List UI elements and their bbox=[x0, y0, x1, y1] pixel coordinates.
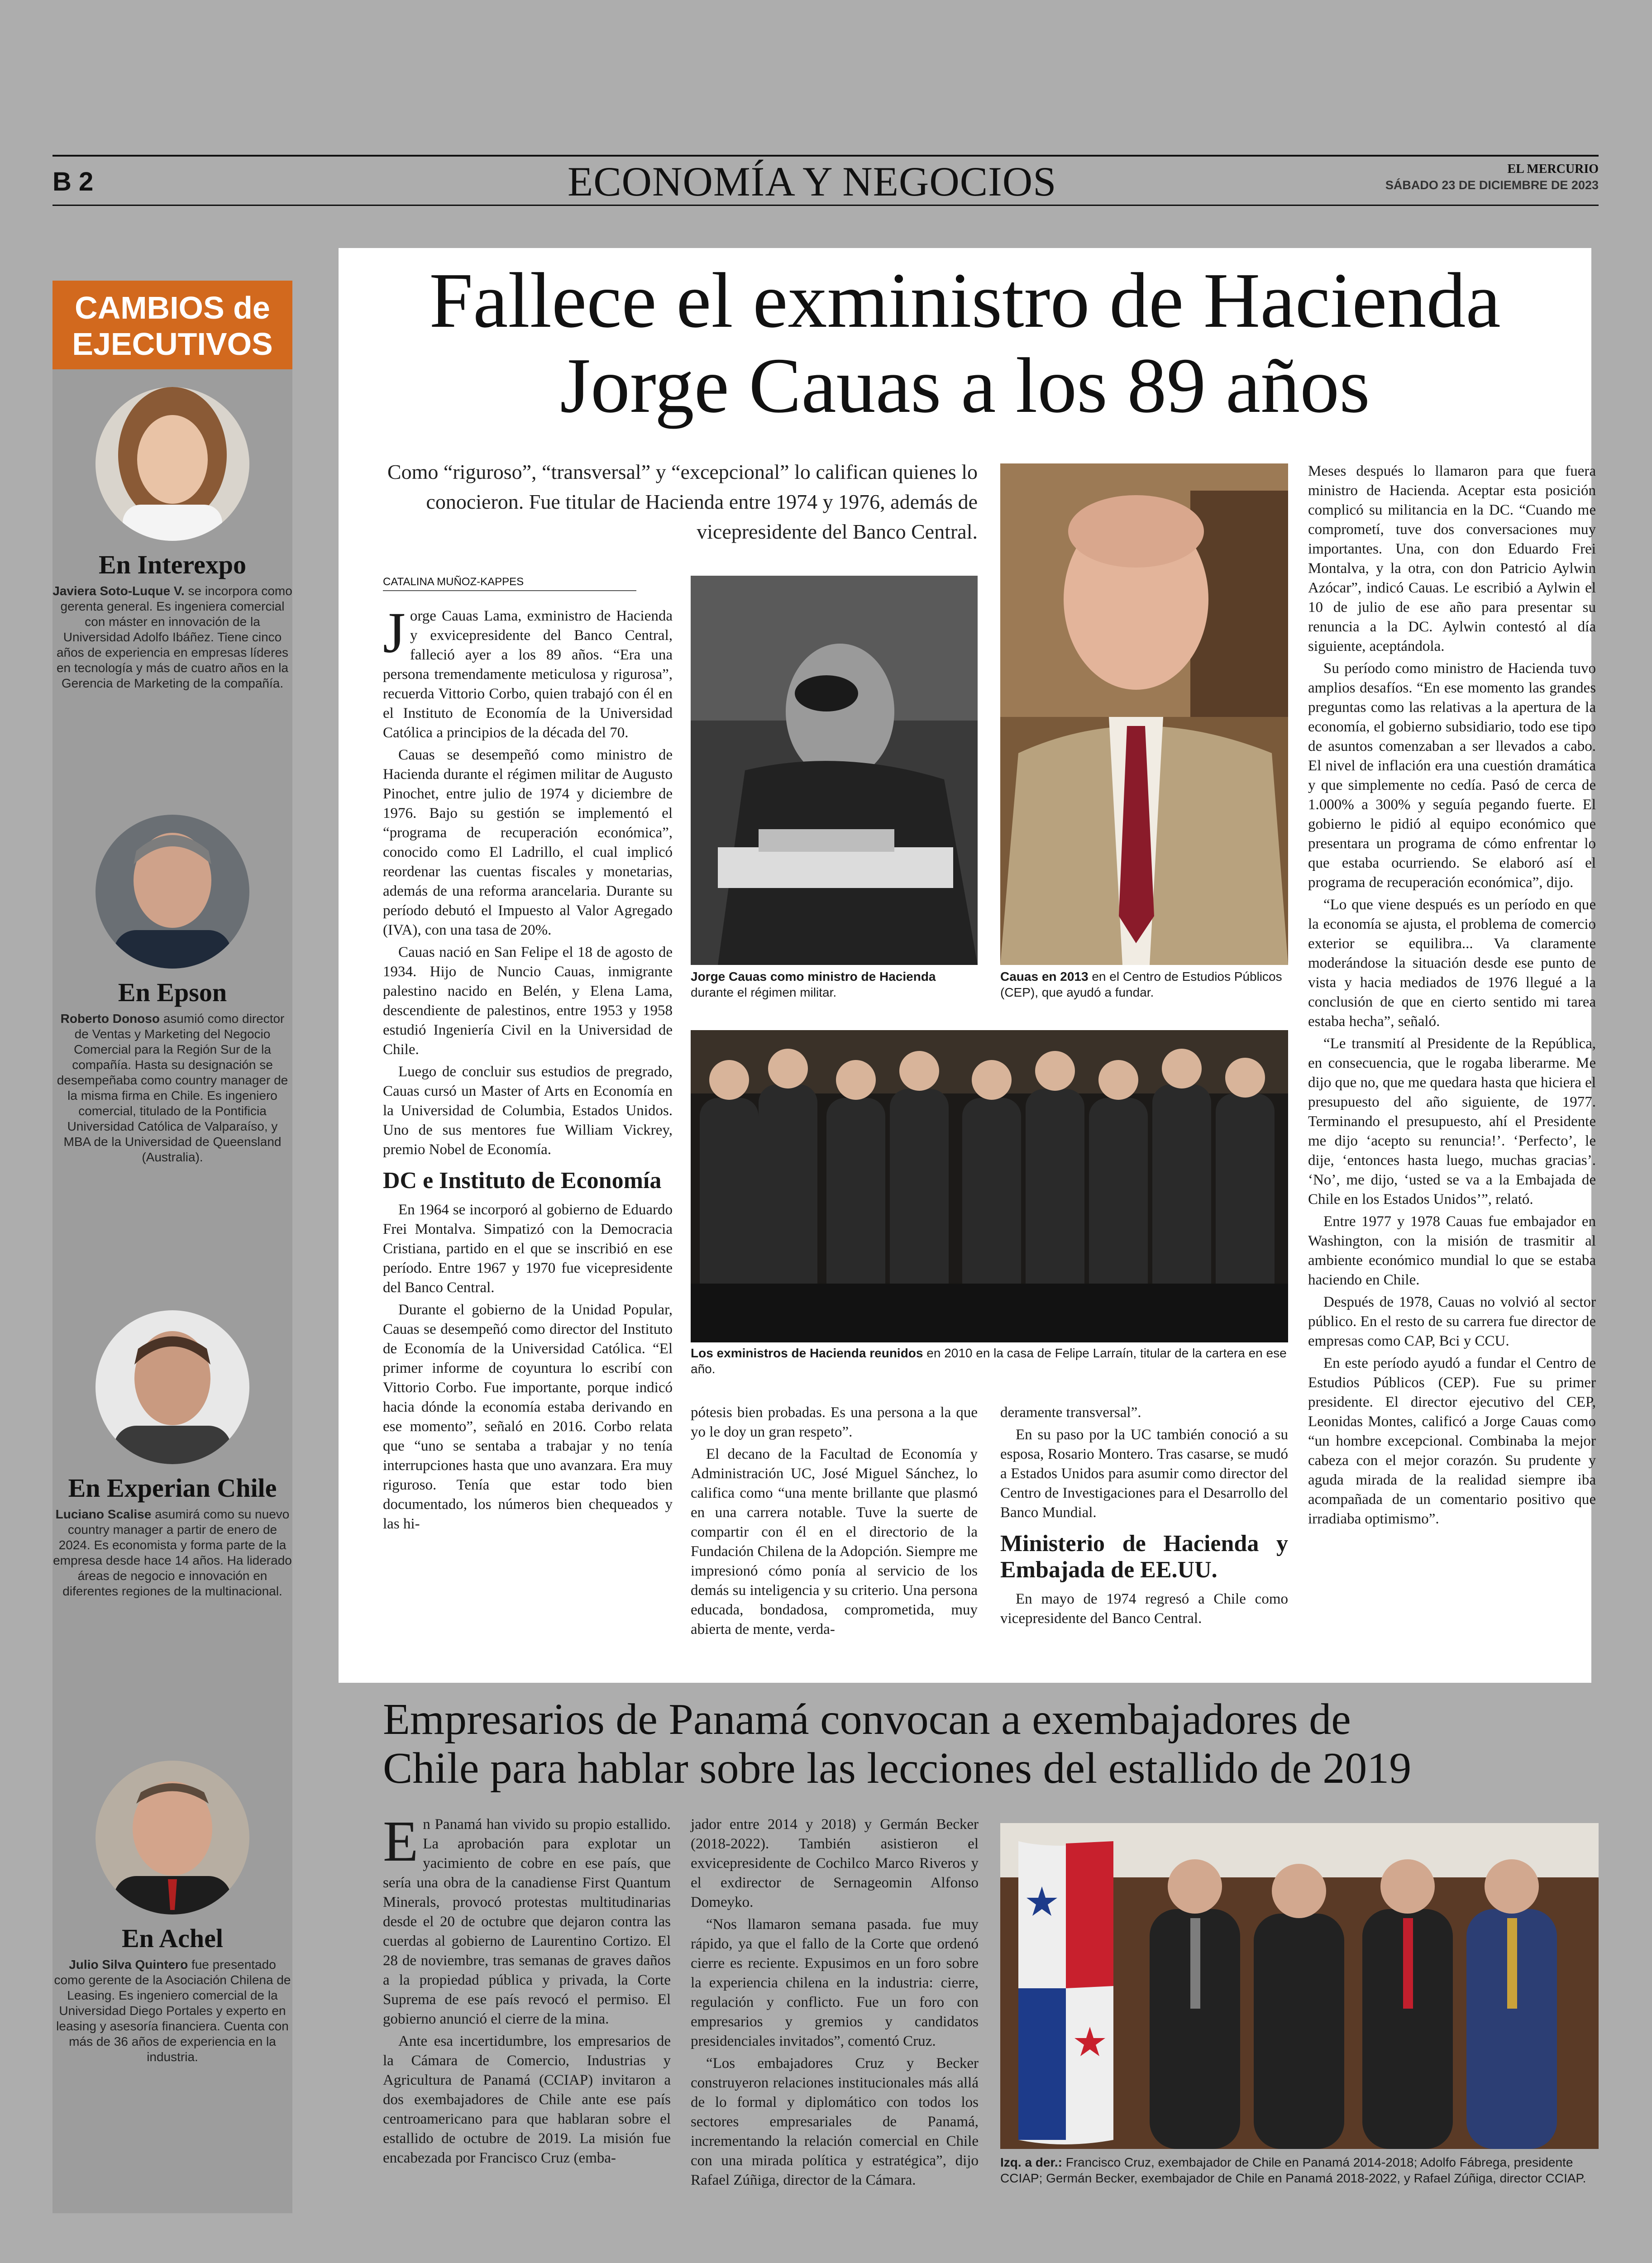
avatar bbox=[95, 387, 249, 541]
subhead: DC e Instituto de Economía bbox=[383, 1168, 662, 1194]
caption-text: durante el régimen militar. bbox=[691, 985, 837, 999]
photo-panama-ambassadors bbox=[1000, 1823, 1599, 2149]
lede: Como “riguroso”, “transversal” y “excepcional” lo califican quienes lo conocieron. Fue titular de Hacienda entre 1974 y 1976, además de vicepresidente del Banco Central. bbox=[387, 460, 978, 543]
second-headline bbox=[383, 1695, 1600, 1793]
masthead-rule bbox=[53, 205, 1599, 206]
headline bbox=[339, 258, 1591, 428]
paragraph: Meses después lo llamaron para que fuera ministro de Hacienda. Aceptar esta posición complicó su militancia en la DC. “Cuando me comprometí, tuve dos conversaciones muy importantes. Una, con don Eduardo Frei Montalva, y la otra, con don Patricio Aylwin Azócar”, indicó Cauas. Le escribió a Aylwin el 10 de julio de ese año para presentar su renuncia a la DC. Aylwin contestó al día siguiente, aceptándola. bbox=[1308, 463, 1596, 654]
avatar bbox=[95, 1761, 249, 1914]
headline-line-2: Jorge Cauas a los 89 años bbox=[560, 342, 1370, 429]
section-title: ECONOMÍA Y NEGOCIOS bbox=[568, 158, 1057, 205]
exec-text: asumió como director de Ventas y Marketing del Negocio Comercial para la Región Sur de la compañía. Hasta su designación se desempeñaba como country manager de la misma firma en Chile. Es ingeniero comercial, titulado de la Pontificia Universidad Católica de Valparaíso, y MBA de la Universidad de Queensland (Australia). bbox=[57, 1012, 288, 1164]
exec-name: Luciano Scalise bbox=[55, 1507, 152, 1521]
article-col-2 bbox=[691, 1403, 978, 1642]
paragraph: “Nos llamaron semana pasada. fue muy rápido, ya que el fallo de la Corte que ordenó cierre es reciente. Expusimos en un foro sobre la experiencia chilena en la industria: cierre, regulación y conflicto. Fue un foro con empresarios y gremios y candidatos presidenciales invitados”, comentó Cruz. bbox=[691, 1916, 979, 2049]
paragraph: Después de 1978, Cauas no volvió al sector público. En el resto de su carrera fue director de empresas como CAP, Bci y CCU. bbox=[1308, 1294, 1596, 1349]
exec-epson bbox=[53, 815, 292, 1165]
exec-text: se incorpora como gerenta general. Es ingeniera comercial con máster en innovación de la Universidad Adolfo Ibáñez. Tiene cinco años de experiencia en empresas líderes en tecnología y más de cuatro años en la Gerencia de Marketing de la compañía. bbox=[56, 584, 292, 690]
exec-company: En Epson bbox=[118, 978, 227, 1007]
paragraph: Cauas se desempeñó como ministro de Hacienda durante el régimen militar de Augusto Pinochet, entre julio de 1974 y diciembre de 1976. Bajo su gestión se implementó el “programa de recuperación económica”, conocido como El Ladrillo, el cual implicó reordenar las cuentas fiscales y monetarias, además de una reforma arancelaria. Durante su período debutó el Impuesto al Valor Agregado (IVA), con una tasa de 20%. bbox=[383, 747, 673, 938]
caption-bold: Los exministros de Hacienda reunidos bbox=[691, 1346, 923, 1360]
paragraph: pótesis bien probadas. Es una persona a la que yo le doy un gran respeto”. bbox=[691, 1404, 978, 1440]
drop-cap: E bbox=[383, 1809, 419, 1873]
exec-company: En Experian Chile bbox=[68, 1473, 277, 1503]
paragraph: En su paso por la UC también conoció a su esposa, Rosario Montero. Tras casarse, se mudó a Estados Unidos para asumir como director del Centro de Investigaciones para el Desarrollo del Banco Mundial. bbox=[1000, 1427, 1288, 1521]
top-rule bbox=[53, 155, 1599, 157]
drop-cap: J bbox=[383, 606, 406, 665]
paragraph: En mayo de 1974 regresó a Chile como vicepresidente del Banco Central. bbox=[1000, 1591, 1288, 1627]
article-col-3 bbox=[1000, 1403, 1288, 1631]
caption-photo-3 bbox=[691, 1345, 1288, 1377]
exec-experian bbox=[53, 1310, 292, 1599]
article-col-4 bbox=[1308, 462, 1596, 1675]
paragraph: En este período ayudó a fundar el Centro de Estudios Públicos (CEP). Fue su primer presidente. El director ejecutivo del CEP, Leonidas Montes, calificó a Jorge Cauas como “un hombre excepcional. Combinaba la mejor cabeza con el mejor corazón. Su prudente y aguda mirada de la realidad siempre iba acompañada de un comentario positivo que irradiaba optimismo”. bbox=[1308, 1355, 1596, 1527]
second-headline-line-1: Empresarios de Panamá convocan a exembajadores de bbox=[383, 1695, 1351, 1744]
paragraph: deramente transversal”. bbox=[1000, 1404, 1141, 1421]
paragraph: Durante el gobierno de la Unidad Popular, Cauas se desempeñó como director del Instituto de Economía de la Universidad Católica. “El primer informe de coyuntura lo escribí con Vittorio Corbo. Fue importante, porque indicó hacia dónde la economía estaba derivando en ese momento”, señaló en 2016. Corbo relata que “uno se sentaba a trabajar y no tenía interrupciones hasta que uno avanzara. Era muy riguroso. Tenía que estar todo bien documentado, los números bien chequeados y las hi- bbox=[383, 1302, 673, 1532]
caption-text: Francisco Cruz, exembajador de Chile en Panamá 2014-2018; Adolfo Fábrega, presidente CCIAP; Germán Becker, exembajador de Chile en Panamá 2018-2022, y Rafael Zúñiga, director CCIAP. bbox=[1000, 2155, 1586, 2185]
photo-exministros-group bbox=[691, 1030, 1288, 1342]
paragraph: Entre 1977 y 1978 Cauas fue embajador en Washington, con la misión de trasmitir al ambiente económico mundial lo que se estaba haciendo en Chile. bbox=[1308, 1213, 1596, 1288]
exec-name: Roberto Donoso bbox=[60, 1012, 160, 1026]
second-headline-line-2: Chile para hablar sobre las lecciones del estallido de 2019 bbox=[383, 1744, 1412, 1793]
paragraph: Su período como ministro de Hacienda tuvo amplios desafíos. “En ese momento las grandes preguntas como las relativas a la apertura de la economía, el gobierno subsidiario, todo ese tipo de asuntos comenzaban a ser llevados a cabo. El nivel de inflación era una cuestión dramática y que simplemente no cedía. Pasó de cerca de 1.000% a 300% y seguía pegando fuerte. El gobierno le pidió al equipo económico que presentara un programa de cómo enfrentar lo que estaba ocurriendo. Se elaboró así el programa de recuperación económica”, dijo. bbox=[1308, 660, 1596, 891]
paragraph: Cauas nació en San Felipe el 18 de agosto de 1934. Hijo de Nuncio Cauas, inmigrante palestino nacido en Belén, y Elena Lama, descendiente de palestinos, entre 1953 y 1958 estudió Ingeniería Civil en la Universidad de Chile. bbox=[383, 944, 673, 1058]
issue-date: SÁBADO 23 DE DICIEMBRE DE 2023 bbox=[1385, 178, 1599, 192]
sidebar-title-text: CAMBIOS de EJECUTIVOS bbox=[72, 290, 273, 362]
caption-bold: Izq. a der.: bbox=[1000, 2155, 1062, 2169]
exec-text: asumirá como su nuevo country manager a partir de enero de 2024. Es economista y forma parte de la empresa desde hace 14 años. Ha liderado áreas de negocio e innovación en diferentes regiones de la multinacional. bbox=[53, 1507, 292, 1598]
caption-photo-2 bbox=[1000, 969, 1288, 1000]
photo-cauas-minister bbox=[691, 576, 978, 965]
avatar bbox=[95, 815, 249, 969]
exec-text: fue presentado como gerente de la Asociación Chilena de Leasing. Es ingeniero comercial de la Universidad Diego Portales y experto en leasing y asesoría financiera. Cuenta con más de 36 años de experiencia en la industria. bbox=[54, 1957, 291, 2064]
paragraph: “Le transmití al Presidente de la República, en consecuencia, que le rogaba liberarme. Me dijo que no, que me quedara hasta que hiciera el presupuesto del año siguiente, de 1977. Terminando el presupuesto, ahí el Presidente me dijo ‘acepto su renuncia!’. ‘Perfecto’, le dije, ‘entonces hasta luego, muchas gracias’. ‘No’, me dijo, ‘usted se va a la Embajada de Chile en los Estados Unidos’”, relató. bbox=[1308, 1036, 1596, 1208]
headline-line-1: Fallece el exministro de Hacienda bbox=[429, 257, 1501, 344]
caption-text: en 2010 en la casa de Felipe Larraín, titular de la cartera en ese año. bbox=[691, 1346, 1287, 1376]
paragraph: n Panamá han vivido su propio estallido. La aprobación para explotar un yacimiento de cobre en ese país, que sería una obra de la canadiense First Quantum Minerals, provocó protestas multitudinarias desde el 20 de octubre que dejaron contra las cuerdas al gobierno de Laurentino Cortizo. El 28 de noviembre, tras semanas de graves daños a la propiedad pública y privada, la Corte Suprema de ese país revocó el permiso. El gobierno anunció el cierre de la mina. bbox=[383, 1816, 671, 2027]
avatar bbox=[95, 1310, 249, 1464]
page-number: B 2 bbox=[53, 167, 94, 196]
paragraph: Luego de concluir sus estudios de pregrado, Cauas cursó un Master of Arts en Economía en la Universidad de Columbia, Estados Unidos. Uno de sus mentores fue William Vickrey, premio Nobel de Economía. bbox=[383, 1064, 673, 1158]
paragraph: “Los embajadores Cruz y Becker construyeron relaciones institucionales más allá de lo formal y diplomático con todos los sectores empresariales de Panamá, incrementando la relación comercial en Chile con una mirada política y estratégica”, dijo Rafael Zúñiga, director de la Cámara. bbox=[691, 2055, 979, 2188]
paragraph: jador entre 2014 y 2018) y Germán Becker (2018-2022). También asistieron el exvicepresidente de Cochilco Marco Riveros y el exdirector de Sernageomin Alfonso Domeyko. bbox=[691, 1816, 979, 1910]
panama-flag-icon bbox=[1018, 1841, 1113, 2144]
exec-company: En Interexpo bbox=[98, 550, 247, 579]
paragraph: En 1964 se incorporó al gobierno de Eduardo Frei Montalva. Simpatizó con la Democracia Cristiana, partido en el que se inscribió en ese período. Entre 1967 y 1970 fue vicepresidente del Banco Central. bbox=[383, 1202, 673, 1296]
caption-bold: Jorge Cauas como ministro de Hacienda bbox=[691, 969, 936, 983]
second-col-2 bbox=[691, 1815, 979, 2193]
article-col-1 bbox=[383, 606, 673, 1647]
photo-cauas-2013 bbox=[1000, 463, 1288, 965]
exec-interexpo bbox=[53, 387, 292, 691]
paragraph: orge Cauas Lama, exministro de Hacienda y exvicepresidente del Banco Central, falleció ayer a los 89 años. “Era una persona tremendamente meticulosa y rigurosa”, recuerda Vittorio Corbo, quien trabajó con él en el Instituto de Economía de la Universidad Católica a principios de la década del 70. bbox=[383, 608, 673, 741]
subhead: Ministerio de Hacienda y Embajada de EE.UU. bbox=[1000, 1531, 1288, 1583]
second-col-1 bbox=[383, 1809, 671, 2171]
paragraph: El decano de la Facultad de Economía y Administración UC, José Miguel Sánchez, lo califica como “una mente brillante que plasmó en una carrera notable. Tuve la suerte de compartir con él en el directorio de la Fundación Chilena de la Adopción. Siempre me impresionó cómo ponía al servicio de los demás su inteligencia y su criterio. Una persona educada, bondadosa, comprometida, muy abierta de mente, verda- bbox=[691, 1446, 978, 1638]
exec-achel bbox=[53, 1761, 292, 2065]
sidebar-title bbox=[53, 281, 292, 369]
caption-bold: Cauas en 2013 bbox=[1000, 969, 1089, 983]
paper-name: EL MERCURIO bbox=[1507, 162, 1599, 176]
paragraph: Ante esa incertidumbre, los empresarios de la Cámara de Comercio, Industrias y Agricultura de Panamá (CCIAP) invitaron a dos exembajadores de Chile ante ese país centroamericano para que hablaran sobre el estallido de octubre de 2019. La misión fue encabezada por Francisco Cruz (emba- bbox=[383, 2033, 671, 2166]
paragraph: “Lo que viene después es un período en que la economía se ajusta, el problema de comercio exterior se equilibra... Va claramente moderándose la situación desde ese punto de vista y hacia mediados de 1976 llegué a la conclusión de que en cierto sentido mi tarea estaba hecha”, señaló. bbox=[1308, 897, 1596, 1030]
caption-text: en el Centro de Estudios Públicos (CEP), que ayudó a fundar. bbox=[1000, 969, 1282, 999]
exec-company: En Achel bbox=[122, 1924, 223, 1953]
exec-name: Julio Silva Quintero bbox=[69, 1957, 188, 1972]
exec-name: Javiera Soto-Luque V. bbox=[53, 584, 185, 598]
byline: CATALINA MUÑOZ-KAPPES bbox=[383, 576, 636, 591]
caption-photo-1 bbox=[691, 969, 978, 1000]
caption-panama bbox=[1000, 2154, 1599, 2186]
